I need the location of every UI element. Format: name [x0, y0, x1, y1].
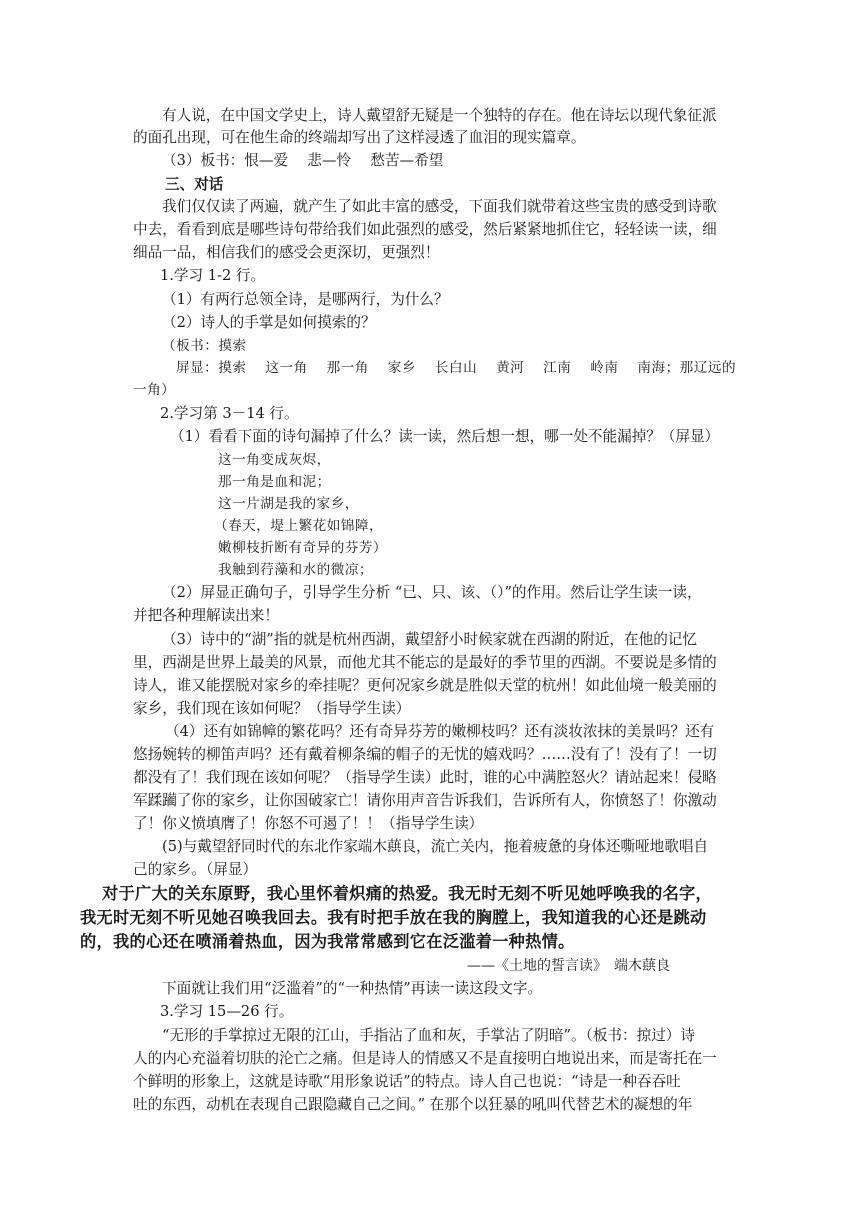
paragraph-line: 家乡，我们现在该如何呢？（指导学生读）	[133, 700, 411, 717]
blackboard-note: （板书：摸索	[162, 338, 247, 354]
paragraph-line: （2）屏显正确句子，引导学生分析 “已、只、该、（）”的作用。然后让学生读一读，	[162, 584, 702, 601]
paragraph-line: 诗人，谁又能摆脱对家乡的牵挂呢？更何况家乡就是胜似天堂的杭州！如此仙境一般美丽的	[133, 677, 717, 694]
paragraph-line: 我们仅仅读了两遍，就产生了如此丰富的感受，下面我们就带着这些宝贵的感受到诗歌	[162, 198, 717, 215]
paragraph-line: 人的内心充溢着切肤的沦亡之痛。但是诗人的情感又不是直接明白地说出来，而是寄托在一	[133, 1050, 717, 1067]
subsection-heading: 3.学习 15—26 行。	[160, 1003, 294, 1020]
screen-display-line: 屏显：摸索 这一角 那一角 家乡 长白山 黄河 江南 岭南 南海；那辽远的	[176, 360, 737, 376]
paragraph-line: 细品一品，相信我们的感受会更深切，更强烈！	[133, 244, 440, 261]
screen-display-line: 一角）	[133, 382, 176, 398]
section-heading: 三、对话	[165, 176, 224, 193]
paragraph-line: (5)与戴望舒同时代的东北作家端木蕻良，流亡关内，拖着疲惫的身体还嘶哑地歌唱自	[162, 838, 709, 855]
paragraph-line: 并把各种理解读出来！	[133, 607, 279, 624]
poem-line: 这一片湖是我的家乡，	[218, 496, 359, 512]
paragraph-line: 吐的东西，动机在表现自己跟隐藏自己之间。” 在那个以狂暴的吼叫代替艺术的凝想的年	[133, 1096, 693, 1113]
poem-line: （春天，堤上繁花如锦障，	[214, 518, 384, 534]
paragraph-line: 悠扬婉转的柳笛声吗？还有戴着柳条编的帽子的无忧的嬉戏吗？……没有了！没有了！一切	[133, 746, 717, 763]
subsection-heading: 1.学习 1-2 行。	[160, 267, 266, 284]
paragraph-line: 军蹂躏了你的家乡，让你国破家亡！请你用声音告诉我们，告诉所有人，你愤怒了！你激动	[133, 792, 717, 809]
quotation-source: ——《土地的誓言读》 端木蕻良	[467, 958, 670, 974]
subsection-heading: 2.学习第 3－14 行。	[160, 405, 299, 422]
paragraph-line: 下面就让我们用“泛滥着”的“一种热情”再读一读这段文字。	[162, 980, 543, 997]
quotation-line: 的，我的心还在喷涌着热血，因为我常常感到它在泛滥着一种热情。	[80, 932, 575, 951]
blackboard-note: （3）板书：恨—爱 悲—怜 愁苦—希望	[162, 152, 444, 169]
paragraph-line: 了！你义愤填膺了！你怒不可遏了！！（指导学生读）	[133, 815, 484, 832]
poem-line: 我触到荇藻和水的微凉；	[218, 562, 374, 578]
question-line: （1）有两行总领全诗，是哪两行，为什么？	[162, 291, 449, 308]
quotation-line: 我无时无刻不听见她召唤我回去。我有时把手放在我的胸膛上，我知道我的心还是跳动	[80, 908, 707, 927]
paragraph-line: 有人说，在中国文学史上，诗人戴望舒无疑是一个独特的存在。他在诗坛以现代象征派	[162, 107, 717, 124]
poem-line: 这一角变成灰烬，	[218, 452, 331, 468]
paragraph-line: （3）诗中的“湖”指的就是杭州西湖，戴望舒小时候家就在西湖的附近，在他的记忆	[162, 631, 697, 648]
paragraph-line: 的面孔出现，可在他生命的终端却写出了这样浸透了血泪的现实篇章。	[133, 129, 586, 146]
question-line: （2）诗人的手掌是如何摸索的？	[162, 314, 376, 331]
paragraph-line: 中去，看看到底是哪些诗句带给我们如此强烈的感受，然后紧紧地抓住它，轻轻读一读，细	[133, 221, 717, 238]
question-line: （1）看看下面的诗句漏掉了什么？读一读，然后想一想，哪一处不能漏掉？（屏显）	[170, 428, 720, 445]
paragraph-line: （4）还有如锦幛的繁花吗？还有奇异芬芳的嫩柳枝吗？还有淡妆浓抹的美景吗？还有	[165, 723, 715, 740]
poem-line: 嫩柳枝折断有奇异的芬芳）	[218, 540, 388, 556]
paragraph-line: 里，西湖是世界上最美的风景，而他尤其不能忘的是最好的季节里的西湖。不要说是多情的	[133, 654, 717, 671]
paragraph-line: “无形的手掌掠过无限的江山，手指沾了血和灰，手掌沾了阴暗”。（板书：掠过）诗	[162, 1027, 695, 1044]
paragraph-line: 都没有了！我们现在该如何呢？（指导学生读）此时，谁的心中满腔怒火？请站起来！侵略	[133, 769, 717, 786]
paragraph-line: 个鲜明的形象上，这就是诗歌“用形象说话”的特点。诗人自己也说：“诗是一种吞吞吐	[133, 1073, 681, 1090]
quotation-line: 对于广大的关东原野，我心里怀着炽痛的热爱。我无时无刻不听见她呼唤我的名字，	[102, 884, 713, 903]
poem-line: 那一角是血和泥；	[218, 474, 331, 490]
paragraph-line: 己的家乡。（屏显）	[133, 861, 258, 878]
